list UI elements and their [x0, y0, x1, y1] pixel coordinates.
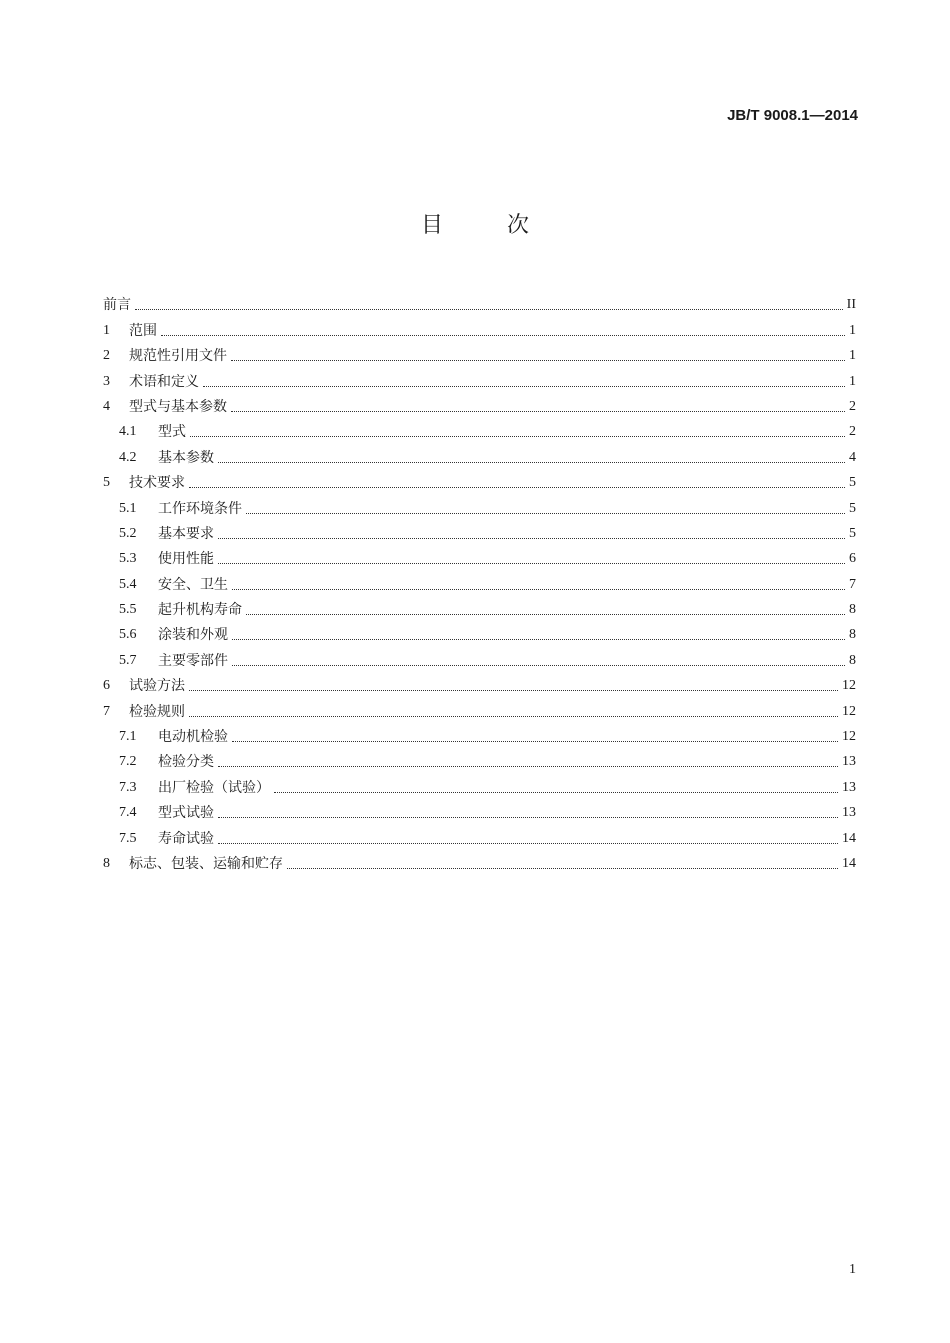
toc-entry[interactable] — [103, 289, 856, 314]
toc-entry-page: II — [846, 297, 856, 313]
toc-leader-dots — [218, 817, 838, 818]
toc-leader-dots — [232, 741, 838, 742]
toc-entry-page: 13 — [842, 805, 856, 821]
toc-entry-page: 12 — [842, 703, 856, 719]
toc-leader-dots — [231, 411, 845, 412]
toc-entry[interactable] — [103, 619, 856, 644]
toc-leader-dots — [246, 614, 845, 615]
toc-entry-number: 7.5 — [119, 830, 137, 846]
toc-entry-number: 3 — [103, 373, 110, 389]
toc-entry-title: 型式 — [158, 424, 186, 441]
title-char-1: 目 — [420, 213, 443, 238]
toc-entry[interactable] — [103, 365, 856, 390]
toc-entry[interactable] — [103, 518, 856, 543]
toc-entry-title: 使用性能 — [158, 551, 214, 568]
toc-leader-dots — [135, 309, 843, 310]
toc-entry-number: 5.4 — [119, 576, 137, 592]
toc-entry[interactable] — [103, 848, 856, 873]
toc-entry-title: 工作环境条件 — [158, 500, 242, 517]
toc-entry-number: 5.5 — [119, 602, 137, 618]
toc-entry-number: 7.1 — [119, 729, 137, 745]
toc-entry-page: 14 — [842, 830, 856, 846]
toc-entry-number: 5.2 — [119, 525, 137, 541]
toc-leader-dots — [231, 360, 845, 361]
toc-leader-dots — [218, 843, 838, 844]
toc-entry[interactable] — [103, 441, 856, 466]
toc-leader-dots — [218, 563, 845, 564]
toc-entry[interactable] — [103, 797, 856, 822]
toc-entry[interactable] — [103, 391, 856, 416]
toc-entry-title: 出厂检验（试验） — [158, 779, 270, 796]
toc-entry-title: 涂装和外观 — [158, 627, 228, 644]
toc-entry-title: 电动机检验 — [158, 729, 228, 746]
toc-entry-page: 8 — [849, 602, 856, 618]
toc-entry-title: 检验分类 — [158, 754, 214, 771]
toc-entry[interactable] — [103, 644, 856, 669]
toc-entry-page: 14 — [842, 855, 856, 871]
toc-entry-number: 2 — [103, 348, 110, 364]
toc-leader-dots — [189, 690, 838, 691]
toc-entry-number: 5.3 — [119, 551, 137, 567]
toc-entry[interactable] — [103, 746, 856, 771]
toc-entry-number: 5.7 — [119, 652, 137, 668]
toc-entry-title: 基本参数 — [158, 449, 214, 466]
toc-entry-number: 7.3 — [119, 779, 137, 795]
toc-leader-dots — [218, 462, 845, 463]
toc-entry-title: 范围 — [129, 322, 157, 339]
toc-entry-number: 5 — [103, 475, 110, 491]
toc-leader-dots — [218, 538, 845, 539]
toc-entry-page: 1 — [849, 322, 856, 338]
toc-entry-number: 1 — [103, 322, 110, 338]
toc-entry-page: 13 — [842, 779, 856, 795]
toc-entry-page: 6 — [849, 551, 856, 567]
toc-entry[interactable] — [103, 314, 856, 339]
toc-entry-page: 12 — [842, 678, 856, 694]
toc-entry-number: 4.1 — [119, 424, 137, 440]
toc-entry-number: 7.4 — [119, 805, 137, 821]
toc-entry-title: 检验规则 — [129, 703, 185, 720]
toc-entry-number: 7 — [103, 703, 110, 719]
toc-leader-dots — [218, 766, 838, 767]
toc-leader-dots — [190, 436, 845, 437]
toc-entry-page: 8 — [849, 652, 856, 668]
toc-leader-dots — [189, 716, 838, 717]
toc-leader-dots — [232, 665, 845, 666]
toc-entry-title: 标志、包装、运输和贮存 — [129, 855, 283, 872]
toc-entry-number: 7.2 — [119, 754, 137, 770]
toc-leader-dots — [246, 513, 845, 514]
toc-entry-title: 型式与基本参数 — [129, 398, 227, 415]
toc-entry-title: 安全、卫生 — [158, 576, 228, 593]
toc-leader-dots — [232, 589, 845, 590]
toc-entry[interactable] — [103, 670, 856, 695]
toc-entry[interactable] — [103, 492, 856, 517]
toc-entry[interactable] — [103, 822, 856, 847]
toc-entry-page: 13 — [842, 754, 856, 770]
toc-entry-title: 术语和定义 — [129, 373, 199, 390]
toc-entry-title: 规范性引用文件 — [129, 348, 227, 365]
page-number: 1 — [849, 1262, 856, 1277]
toc-entry-title: 型式试验 — [158, 805, 214, 822]
toc-leader-dots — [274, 792, 838, 793]
toc-entry-title: 试验方法 — [129, 678, 185, 695]
toc-entry-page: 5 — [849, 500, 856, 516]
toc-entry[interactable] — [103, 771, 856, 796]
toc-leader-dots — [161, 335, 845, 336]
toc-entry-title: 基本要求 — [158, 525, 214, 542]
toc-entry[interactable] — [103, 340, 856, 365]
toc-entry-page: 5 — [849, 475, 856, 491]
toc-entry-title: 主要零部件 — [158, 652, 228, 669]
toc-leader-dots — [232, 639, 845, 640]
toc-entry-page: 2 — [849, 424, 856, 440]
toc-entry-page: 7 — [849, 576, 856, 592]
toc-entry-page: 5 — [849, 525, 856, 541]
document-code: JB/T 9008.1—2014 — [727, 107, 858, 124]
toc-entry-number: 6 — [103, 678, 110, 694]
toc-entry[interactable] — [103, 543, 856, 568]
toc-entry-title: 前言 — [103, 297, 131, 314]
page-title — [0, 208, 950, 239]
toc-entry-page: 8 — [849, 627, 856, 643]
toc-entry[interactable] — [103, 568, 856, 593]
toc-entry-title: 起升机构寿命 — [158, 602, 242, 619]
toc-entry-page: 4 — [849, 449, 856, 465]
toc-entry-page: 12 — [842, 729, 856, 745]
toc-entry-number: 5.6 — [119, 627, 137, 643]
toc-entry-title: 技术要求 — [129, 475, 185, 492]
toc-entry-number: 8 — [103, 855, 110, 871]
toc-entry[interactable] — [103, 467, 856, 492]
toc-leader-dots — [189, 487, 845, 488]
toc-entry-number: 5.1 — [119, 500, 137, 516]
toc-entry-page: 1 — [849, 373, 856, 389]
toc-leader-dots — [287, 868, 838, 869]
toc-entry[interactable] — [103, 721, 856, 746]
toc-entry[interactable] — [103, 594, 856, 619]
toc-entry-page: 1 — [849, 348, 856, 364]
toc-entry-title: 寿命试验 — [158, 830, 214, 847]
toc-entry[interactable] — [103, 416, 856, 441]
table-of-contents — [103, 289, 856, 873]
toc-leader-dots — [203, 386, 845, 387]
toc-entry[interactable] — [103, 695, 856, 720]
toc-entry-page: 2 — [849, 398, 856, 414]
title-char-2: 次 — [507, 213, 530, 238]
toc-entry-number: 4 — [103, 398, 110, 414]
toc-entry-number: 4.2 — [119, 449, 137, 465]
